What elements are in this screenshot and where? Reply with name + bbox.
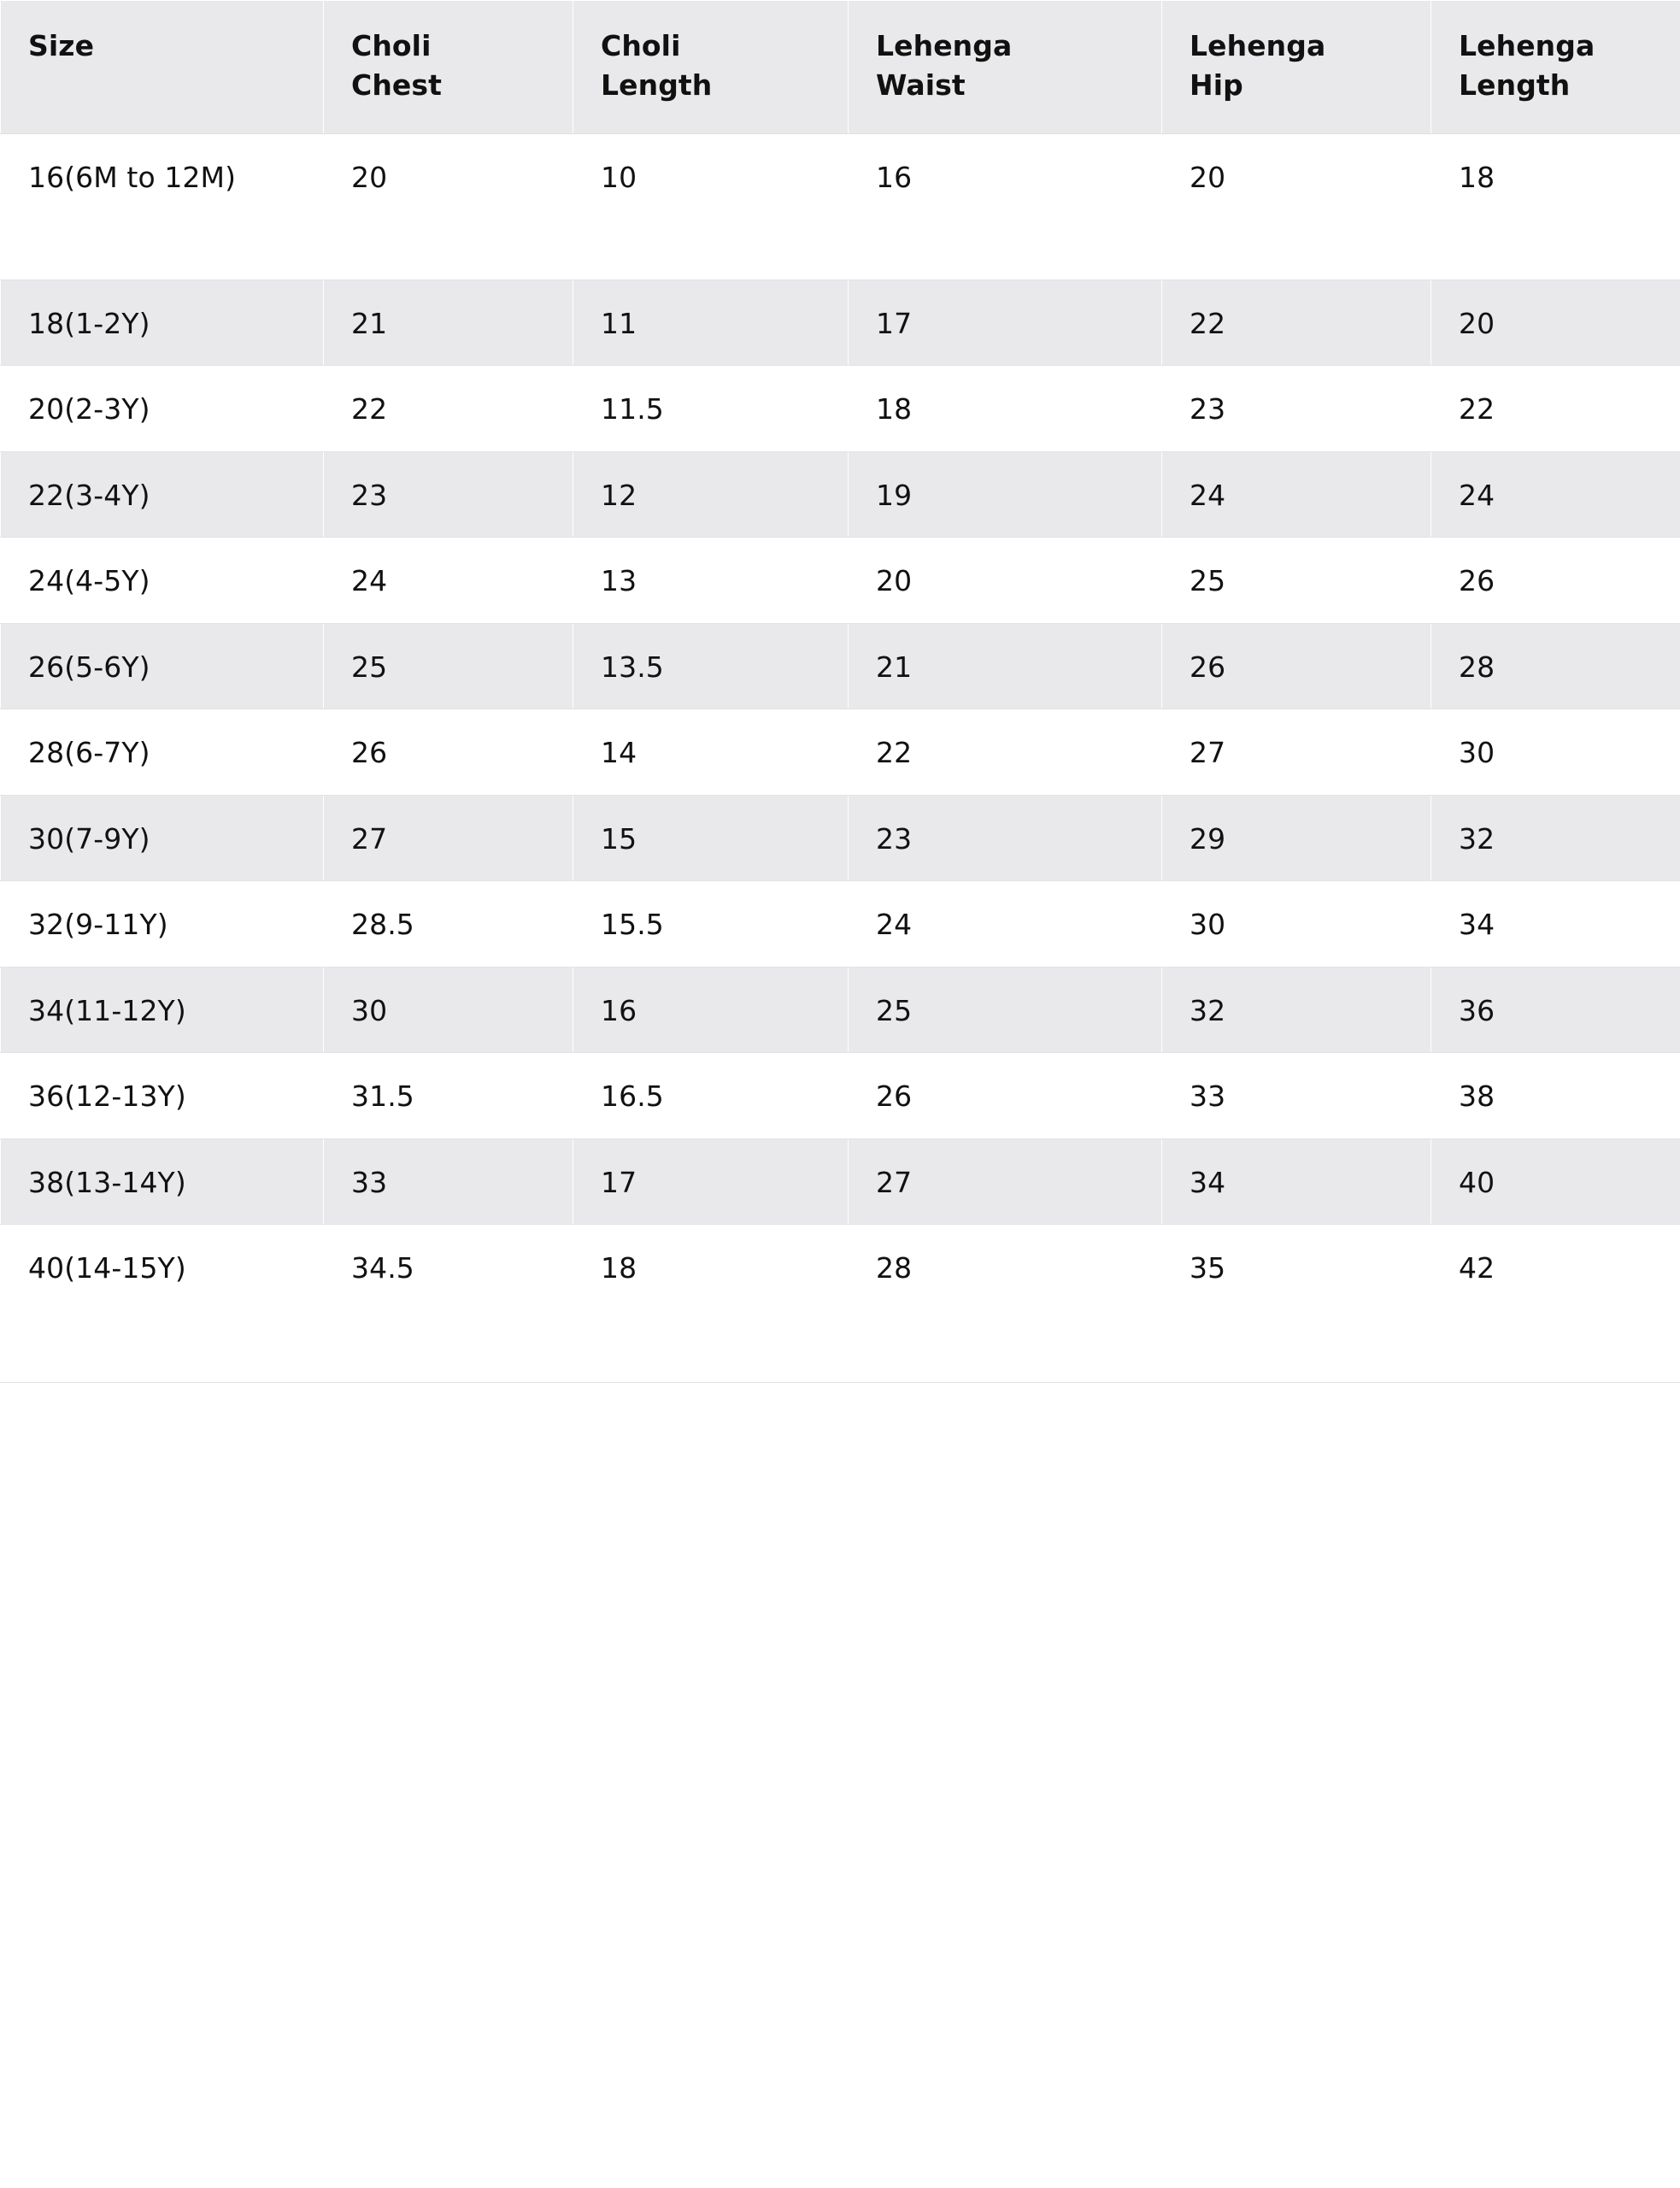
column-header-choli-length-line1: Choli xyxy=(601,29,681,62)
table-row xyxy=(1,451,1680,538)
cell-lehenga-length: 28 xyxy=(1431,623,1680,709)
table-row xyxy=(1,366,1680,452)
table-row xyxy=(1,1138,1680,1225)
cell-size: 30(7-9Y) xyxy=(1,795,324,881)
cell-lehenga-waist: 17 xyxy=(849,279,1162,366)
column-header-lehenga-waist xyxy=(849,1,1162,134)
cell-lehenga-length: 42 xyxy=(1431,1225,1680,1383)
column-header-choli-chest xyxy=(324,1,573,134)
cell-choli-length: 16.5 xyxy=(573,1053,849,1139)
table-row xyxy=(1,1225,1680,1383)
cell-lehenga-hip: 22 xyxy=(1162,279,1431,366)
column-header-choli-chest-line2: Chest xyxy=(351,68,443,102)
cell-lehenga-hip: 24 xyxy=(1162,451,1431,538)
cell-lehenga-hip: 27 xyxy=(1162,709,1431,796)
cell-lehenga-length: 26 xyxy=(1431,538,1680,624)
cell-choli-length: 10 xyxy=(573,134,849,280)
table-body xyxy=(1,134,1680,1383)
cell-lehenga-waist: 22 xyxy=(849,709,1162,796)
cell-lehenga-hip: 20 xyxy=(1162,134,1431,280)
header-row xyxy=(1,1,1680,134)
cell-lehenga-hip: 35 xyxy=(1162,1225,1431,1383)
column-header-size-line1: Size xyxy=(28,29,95,62)
cell-size: 28(6-7Y) xyxy=(1,709,324,796)
cell-choli-chest: 26 xyxy=(324,709,573,796)
cell-choli-chest: 21 xyxy=(324,279,573,366)
column-header-choli-length xyxy=(573,1,849,134)
cell-choli-length: 11.5 xyxy=(573,366,849,452)
table-row xyxy=(1,709,1680,796)
column-header-choli-chest-line1: Choli xyxy=(351,29,432,62)
cell-lehenga-length: 36 xyxy=(1431,967,1680,1053)
cell-lehenga-length: 18 xyxy=(1431,134,1680,280)
cell-size: 24(4-5Y) xyxy=(1,538,324,624)
cell-lehenga-length: 22 xyxy=(1431,366,1680,452)
cell-lehenga-waist: 18 xyxy=(849,366,1162,452)
column-header-lehenga-length xyxy=(1431,1,1680,134)
cell-size: 38(13-14Y) xyxy=(1,1138,324,1225)
cell-size: 26(5-6Y) xyxy=(1,623,324,709)
cell-lehenga-waist: 24 xyxy=(849,881,1162,968)
cell-lehenga-waist: 20 xyxy=(849,538,1162,624)
cell-choli-length: 12 xyxy=(573,451,849,538)
column-header-size xyxy=(1,1,324,134)
cell-lehenga-length: 34 xyxy=(1431,881,1680,968)
table-row xyxy=(1,795,1680,881)
cell-size: 20(2-3Y) xyxy=(1,366,324,452)
cell-choli-chest: 27 xyxy=(324,795,573,881)
cell-choli-length: 14 xyxy=(573,709,849,796)
table-row xyxy=(1,967,1680,1053)
column-header-choli-length-line2: Length xyxy=(601,68,713,102)
cell-choli-chest: 33 xyxy=(324,1138,573,1225)
cell-lehenga-length: 20 xyxy=(1431,279,1680,366)
cell-lehenga-length: 32 xyxy=(1431,795,1680,881)
cell-choli-chest: 34.5 xyxy=(324,1225,573,1383)
column-header-lehenga-hip-line2: Hip xyxy=(1190,68,1243,102)
cell-choli-chest: 28.5 xyxy=(324,881,573,968)
cell-lehenga-waist: 21 xyxy=(849,623,1162,709)
column-header-lehenga-hip-line1: Lehenga xyxy=(1190,29,1326,62)
cell-lehenga-hip: 34 xyxy=(1162,1138,1431,1225)
column-header-lehenga-length-line1: Lehenga xyxy=(1459,29,1595,62)
cell-lehenga-length: 38 xyxy=(1431,1053,1680,1139)
cell-choli-length: 18 xyxy=(573,1225,849,1383)
column-header-lehenga-waist-line1: Lehenga xyxy=(876,29,1013,62)
cell-lehenga-waist: 19 xyxy=(849,451,1162,538)
cell-lehenga-hip: 26 xyxy=(1162,623,1431,709)
table-row xyxy=(1,134,1680,280)
cell-lehenga-waist: 16 xyxy=(849,134,1162,280)
table-row xyxy=(1,279,1680,366)
cell-lehenga-length: 40 xyxy=(1431,1138,1680,1225)
cell-choli-length: 15.5 xyxy=(573,881,849,968)
table-row xyxy=(1,623,1680,709)
cell-size: 18(1-2Y) xyxy=(1,279,324,366)
table-header xyxy=(1,1,1680,134)
cell-choli-chest: 25 xyxy=(324,623,573,709)
cell-choli-chest: 31.5 xyxy=(324,1053,573,1139)
cell-size: 40(14-15Y) xyxy=(1,1225,324,1383)
cell-choli-chest: 24 xyxy=(324,538,573,624)
table-row xyxy=(1,881,1680,968)
cell-lehenga-waist: 25 xyxy=(849,967,1162,1053)
cell-choli-length: 17 xyxy=(573,1138,849,1225)
cell-lehenga-waist: 23 xyxy=(849,795,1162,881)
cell-size: 34(11-12Y) xyxy=(1,967,324,1053)
cell-size: 16(6M to 12M) xyxy=(1,134,324,280)
cell-lehenga-hip: 29 xyxy=(1162,795,1431,881)
cell-choli-length: 13 xyxy=(573,538,849,624)
table-row xyxy=(1,1053,1680,1139)
cell-choli-chest: 23 xyxy=(324,451,573,538)
cell-lehenga-waist: 28 xyxy=(849,1225,1162,1383)
cell-lehenga-length: 30 xyxy=(1431,709,1680,796)
cell-size: 36(12-13Y) xyxy=(1,1053,324,1139)
cell-lehenga-hip: 30 xyxy=(1162,881,1431,968)
cell-choli-chest: 20 xyxy=(324,134,573,280)
cell-choli-length: 13.5 xyxy=(573,623,849,709)
cell-lehenga-waist: 27 xyxy=(849,1138,1162,1225)
cell-lehenga-hip: 25 xyxy=(1162,538,1431,624)
cell-choli-chest: 30 xyxy=(324,967,573,1053)
column-header-lehenga-length-line2: Length xyxy=(1459,68,1571,102)
cell-size: 22(3-4Y) xyxy=(1,451,324,538)
cell-lehenga-length: 24 xyxy=(1431,451,1680,538)
cell-lehenga-hip: 32 xyxy=(1162,967,1431,1053)
cell-choli-length: 16 xyxy=(573,967,849,1053)
cell-lehenga-hip: 33 xyxy=(1162,1053,1431,1139)
cell-size: 32(9-11Y) xyxy=(1,881,324,968)
column-header-lehenga-hip xyxy=(1162,1,1431,134)
cell-lehenga-waist: 26 xyxy=(849,1053,1162,1139)
column-header-lehenga-waist-line2: Waist xyxy=(876,68,966,102)
cell-choli-length: 11 xyxy=(573,279,849,366)
table-row xyxy=(1,538,1680,624)
cell-lehenga-hip: 23 xyxy=(1162,366,1431,452)
cell-choli-length: 15 xyxy=(573,795,849,881)
cell-choli-chest: 22 xyxy=(324,366,573,452)
